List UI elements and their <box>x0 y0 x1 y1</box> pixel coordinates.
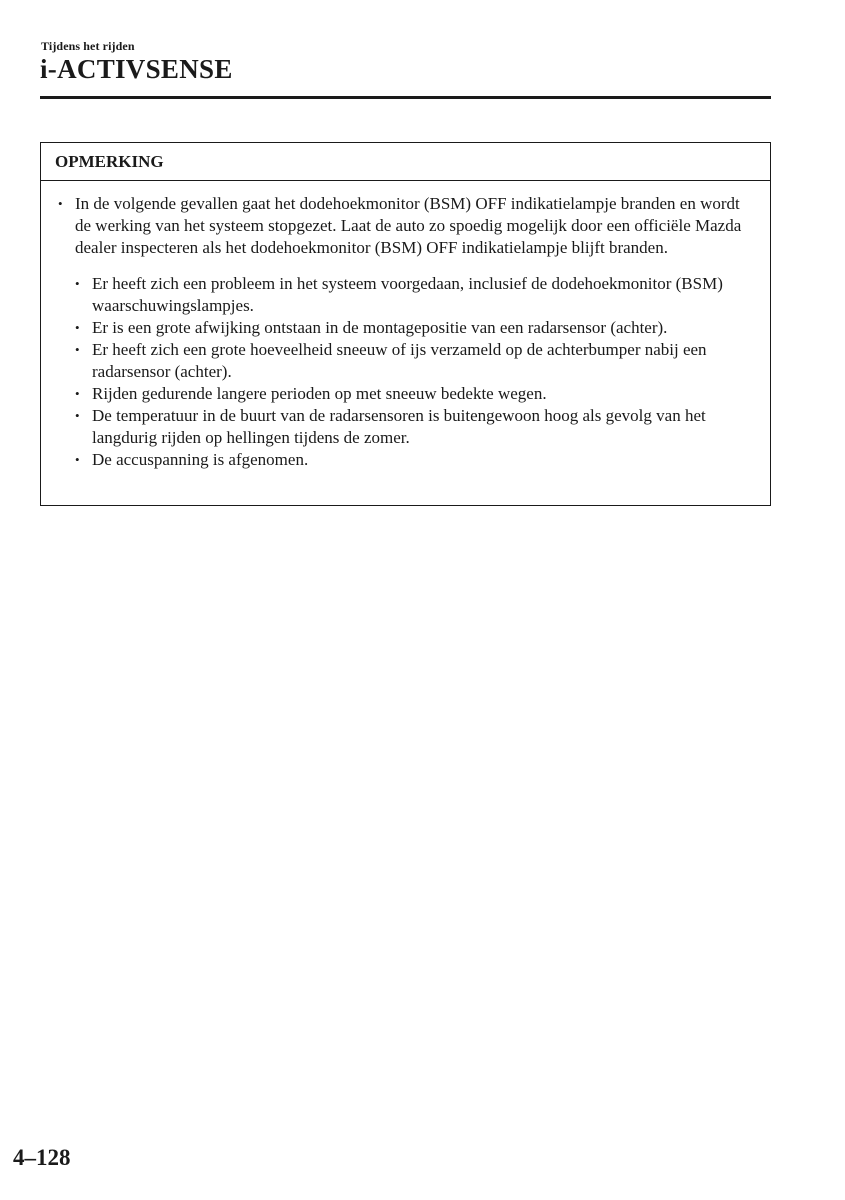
note-box <box>40 142 771 506</box>
list-item-text: Er is een grote afwijking ontstaan in de montagepositie van een radarsensor (achter). <box>92 318 668 337</box>
note-heading: OPMERKING <box>41 143 770 181</box>
bullet: • <box>75 320 80 335</box>
list-item-text: Rijden gedurende langere perioden op met sneeuw bedekte wegen. <box>92 384 547 403</box>
note-sub-list <box>58 273 758 471</box>
bullet: • <box>75 276 80 291</box>
list-item-text: De accuspanning is afgenomen. <box>92 450 309 469</box>
list-item-text: Er heeft zich een probleem in het systeem voorgedaan, inclusief de dodehoekmonitor (BSM) waarschuwingslampjes. <box>92 274 723 315</box>
title-divider <box>40 96 771 99</box>
list-item <box>75 449 758 471</box>
list-item-text: De temperatuur in de buurt van de radarsensoren is buitengewoon hoog als gevolg van het langdurig rijden op hellingen tijdens de zomer. <box>92 406 706 447</box>
bullet: • <box>75 408 80 423</box>
page-number: 4–128 <box>13 1145 71 1170</box>
list-item <box>75 339 758 383</box>
list-item-text: Er heeft zich een grote hoeveelheid sneeuw of ijs verzameld op de achterbumper nabij een radarsensor (achter). <box>92 340 707 381</box>
bullet: • <box>58 196 63 211</box>
list-item <box>75 405 758 449</box>
bullet: • <box>75 342 80 357</box>
section-label: Tijdens het rijden <box>41 39 135 53</box>
list-item <box>75 383 758 405</box>
bullet: • <box>75 452 80 467</box>
note-main-text: In de volgende gevallen gaat het dodehoekmonitor (BSM) OFF indikatielampje branden en wordt de werking van het systeem stopgezet. Laat de auto zo spoedig mogelijk door een officiële Mazda dealer inspecteren als het dodehoekmonitor (BSM) OFF indikatielampje blijft branden. <box>75 194 742 257</box>
bullet: • <box>75 386 80 401</box>
list-item <box>75 317 758 339</box>
note-body <box>41 181 770 471</box>
chapter-title: i-ACTIVSENSE <box>40 54 233 84</box>
note-main-item <box>58 193 758 259</box>
list-item <box>75 273 758 317</box>
